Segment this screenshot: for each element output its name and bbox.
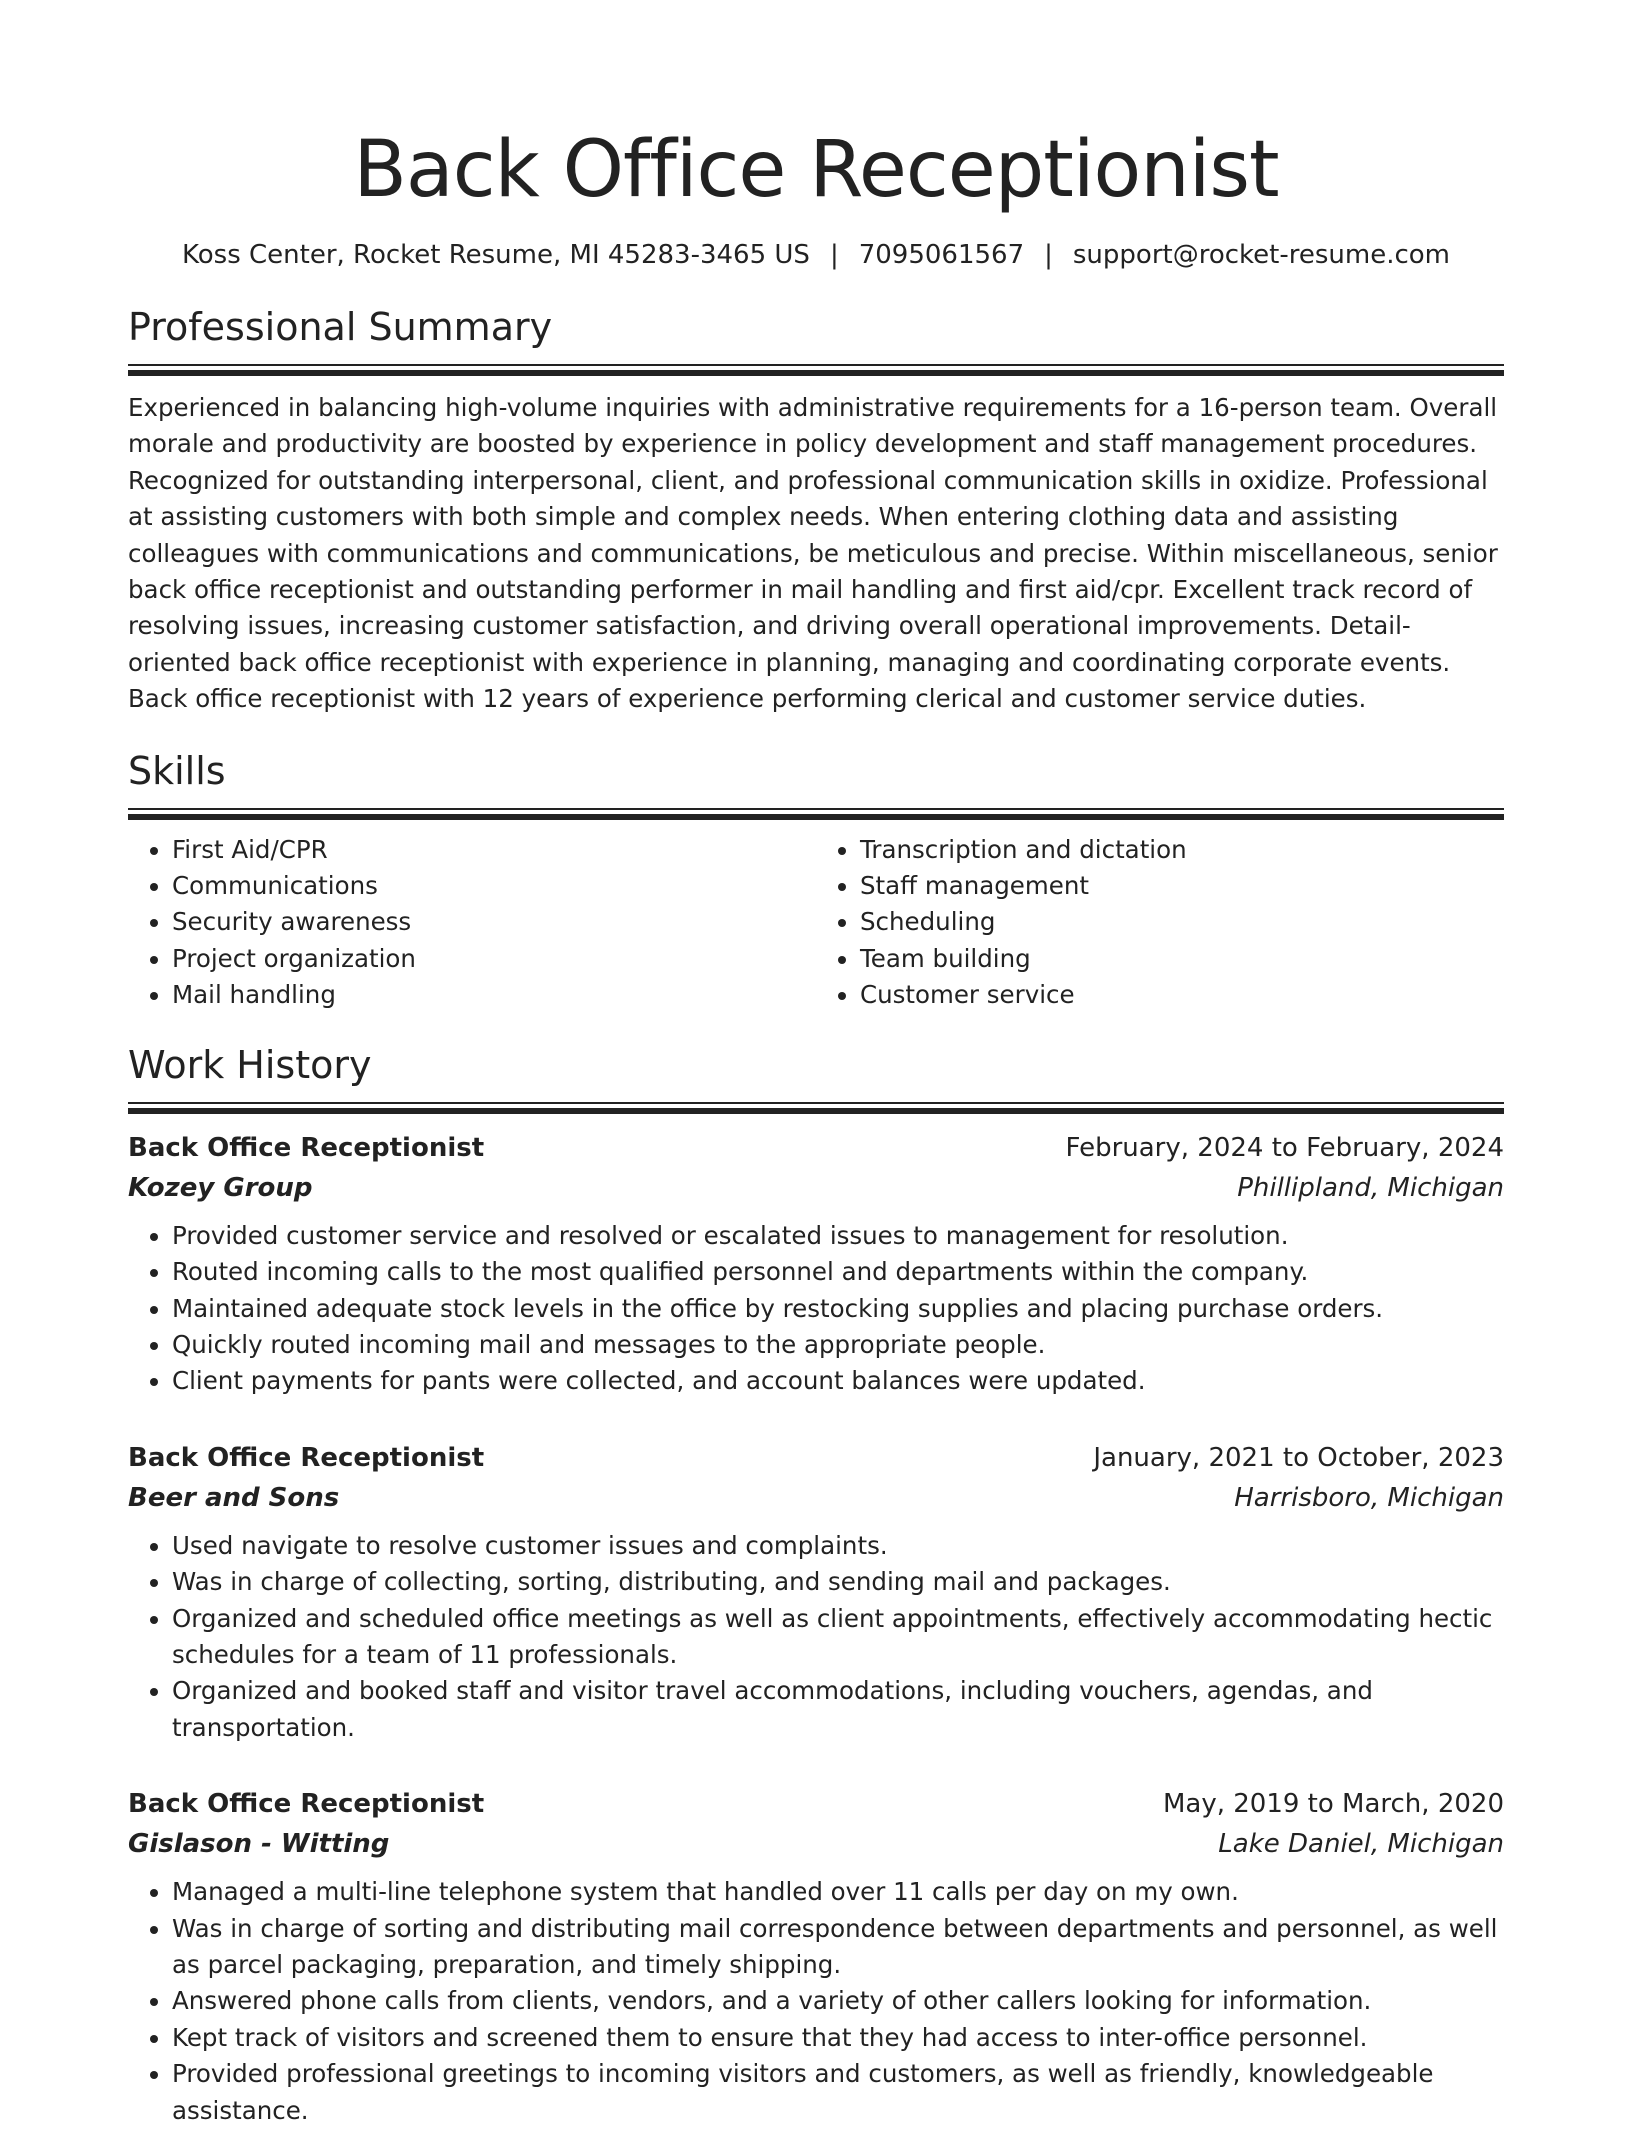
job-bullets [128,1874,1504,2129]
contact-separator: | [1044,240,1053,270]
job-bullet: • Organized and booked staff and visitor travel accommodations, including vouchers, agendas, and transportation. [172,1673,1504,1746]
skill-item: • Scheduling [860,904,1504,940]
job-dates: January, 2021 to October, 2023 [1093,1442,1504,1473]
candidate-name: Back Office Receptionist [353,125,1279,215]
address: Koss Center, Rocket Resume, MI 45283-3465 US [182,240,810,270]
section-title-summary: Professional Summary [128,305,553,349]
email: support@rocket-resume.com [1072,240,1450,270]
job-company: Beer and Sons [128,1482,340,1513]
job-entry [128,1438,1504,1746]
job-bullet: • Used navigate to resolve customer issues and complaints. [172,1528,1504,1564]
job-company: Kozey Group [128,1172,313,1203]
job-bullets [128,1218,1504,1400]
skills-columns [128,832,1504,1014]
skills-list-right [816,832,1504,1014]
section-divider [128,1102,1504,1114]
section-title-skills: Skills [128,748,226,793]
job-header [128,1784,1504,1824]
job-bullet: • Provided professional greetings to incoming visitors and customers, as well as friendly, knowledgeable assistance. [172,2056,1504,2129]
contact-separator: | [829,240,839,270]
section-title-work-history: Work History [128,1042,372,1087]
job-entry [128,1784,1504,2129]
skill-item: • Staff management [860,868,1504,904]
skill-item: • Project organization [172,941,816,977]
summary-section [128,302,1504,718]
phone: 7095061567 [858,240,1025,270]
job-header [128,1128,1504,1168]
job-subheader [128,1478,1504,1518]
job-dates: February, 2024 to February, 2024 [1065,1132,1504,1163]
resume-page [128,120,1504,2129]
job-title: Back Office Receptionist [128,1442,485,1473]
job-subheader [128,1168,1504,1208]
skills-section [128,746,1504,1014]
job-bullet: • Organized and scheduled office meetings as well as client appointments, effectively accommodating hectic schedules for a team of 11 professionals. [172,1601,1504,1674]
job-bullet: • Kept track of visitors and screened them to ensure that they had access to inter-office personnel. [172,2020,1504,2056]
contact-line [128,238,1504,272]
job-bullet: • Was in charge of collecting, sorting, distributing, and sending mail and packages. [172,1564,1504,1600]
job-dates: May, 2019 to March, 2020 [1162,1789,1504,1820]
job-entry [128,1128,1504,1400]
job-bullet: • Routed incoming calls to the most qualified personnel and departments within the company. [172,1254,1504,1290]
job-location: Harrisboro, Michigan [1234,1482,1504,1513]
summary-text: Experienced in balancing high-volume inquiries with administrative requirements for a 16-person team. Overall morale and productivity are boosted by experience in policy development and staff management procedures. Recognized for outstanding interpersonal, client, and professional communication skills in oxidize. Professional at assisting customers with both simple and complex needs. When entering clothing data and assisting colleagues with communications and communications, be meticulous and precise. Within miscellaneous, senior back office receptionist and outstanding performer in mail handling and first aid/cpr. Excellent track record of resolving issues, increasing customer satisfaction, and driving overall operational improvements. Detail-oriented back office receptionist with experience in planning, managing and coordinating corporate events. Back office receptionist with 12 years of experience performing clerical and customer service duties. [128,393,1498,714]
skill-item: • Mail handling [172,977,816,1013]
job-company: Gislason - Witting [128,1829,390,1860]
skill-item: • Communications [172,868,816,904]
section-divider [128,364,1504,376]
job-bullet: • Maintained adequate stock levels in the office by restocking supplies and placing purchase orders. [172,1291,1504,1327]
job-bullet: • Was in charge of sorting and distributing mail correspondence between departments and personnel, as well as parcel packaging, preparation, and timely shipping. [172,1911,1504,1984]
skill-item: • First Aid/CPR [172,832,816,868]
job-bullets [128,1528,1504,1746]
job-bullet: • Client payments for pants were collected, and account balances were updated. [172,1363,1504,1399]
job-subheader [128,1824,1504,1864]
skill-item: • Transcription and dictation [860,832,1504,868]
skill-item: • Team building [860,941,1504,977]
job-title: Back Office Receptionist [128,1132,485,1163]
job-bullet: • Answered phone calls from clients, vendors, and a variety of other callers looking for information. [172,1983,1504,2019]
job-location: Lake Daniel, Michigan [1218,1829,1504,1860]
job-bullet: • Quickly routed incoming mail and messages to the appropriate people. [172,1327,1504,1363]
job-bullet: • Provided customer service and resolved or escalated issues to management for resolution. [172,1218,1504,1254]
job-title: Back Office Receptionist [128,1789,485,1820]
skill-item: • Security awareness [172,904,816,940]
skill-item: • Customer service [860,977,1504,1013]
section-divider [128,808,1504,820]
skills-list-left [128,832,816,1014]
job-bullet: • Managed a multi-line telephone system that handled over 11 calls per day on my own. [172,1874,1504,1910]
work-history-section [128,1040,1504,2129]
job-header [128,1438,1504,1478]
job-location: Phillipland, Michigan [1237,1172,1504,1203]
